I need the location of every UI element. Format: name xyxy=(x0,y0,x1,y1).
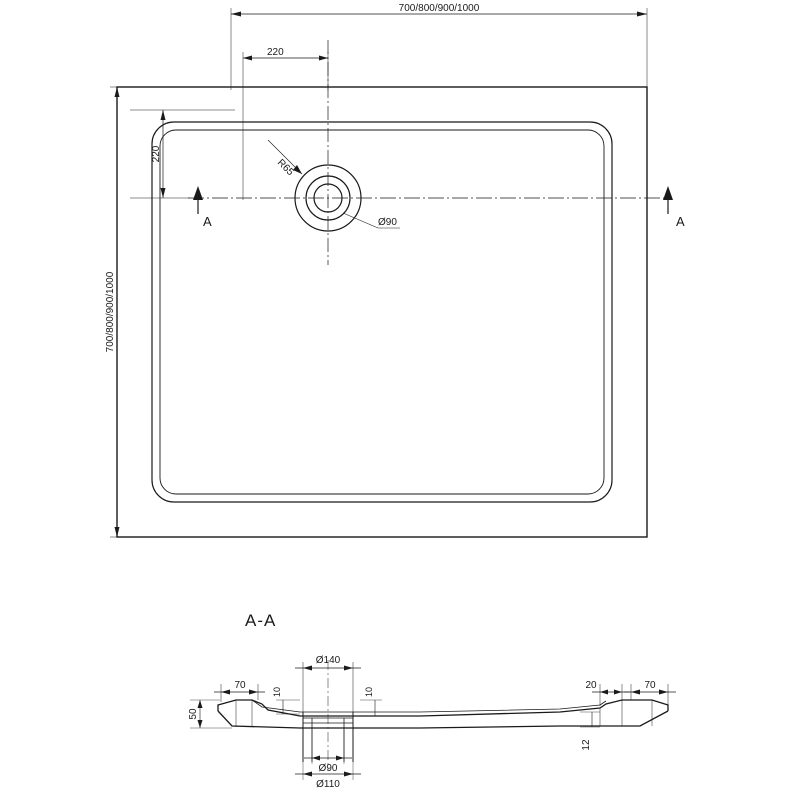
dimension-drain-hole-label: Ø90 xyxy=(318,763,338,774)
dimension-height-left-label: 50 xyxy=(188,708,199,720)
dimension-drain-offset-x xyxy=(243,47,328,200)
dimension-left-height-label: 700/800/900/1000 xyxy=(105,271,116,353)
dimension-edge-right-label: 20 xyxy=(585,680,597,691)
dimension-height-left xyxy=(188,700,232,728)
dimension-flange-right xyxy=(624,680,676,706)
top-view xyxy=(105,3,685,537)
dimension-flange-left-label: 70 xyxy=(234,680,246,691)
dimension-flange-left xyxy=(214,680,265,702)
section-view-aa xyxy=(188,611,676,790)
dimension-step-left-label: 10 xyxy=(272,686,282,698)
section-arrow-left xyxy=(193,186,212,229)
dimension-drain-offset-x-label: 220 xyxy=(267,47,284,58)
dimension-inner-depth-label: 10 xyxy=(364,686,374,698)
drain-diameter-callout-label: Ø90 xyxy=(378,217,397,228)
tray-basin-outline xyxy=(152,122,612,502)
dimension-thickness-right-label: 12 xyxy=(581,739,592,751)
tray-basin-inner-outline xyxy=(160,130,604,494)
dimension-drain-offset-y xyxy=(130,110,235,198)
section-view-title: A-A xyxy=(245,611,277,630)
section-arrow-right-label: A xyxy=(676,214,685,229)
section-arrow-left-label: A xyxy=(203,214,212,229)
dimension-drain-outer-label: Ø140 xyxy=(315,655,341,666)
dimension-top-width-label: 700/800/900/1000 xyxy=(398,3,480,14)
dimension-flange-right-label: 70 xyxy=(644,680,656,691)
dimension-drain-seat-label: Ø110 xyxy=(316,779,340,790)
drain-section xyxy=(303,660,353,770)
radius-callout-label: R65 xyxy=(274,157,296,179)
dimension-top-width xyxy=(231,3,647,90)
tray-outer-outline xyxy=(117,87,647,537)
dimension-drain-offset-y-label: 220 xyxy=(151,145,162,163)
dimension-edge-right xyxy=(585,680,630,706)
dimension-thickness-right xyxy=(580,712,600,751)
radius-callout xyxy=(268,140,302,178)
section-arrow-right xyxy=(663,186,685,229)
